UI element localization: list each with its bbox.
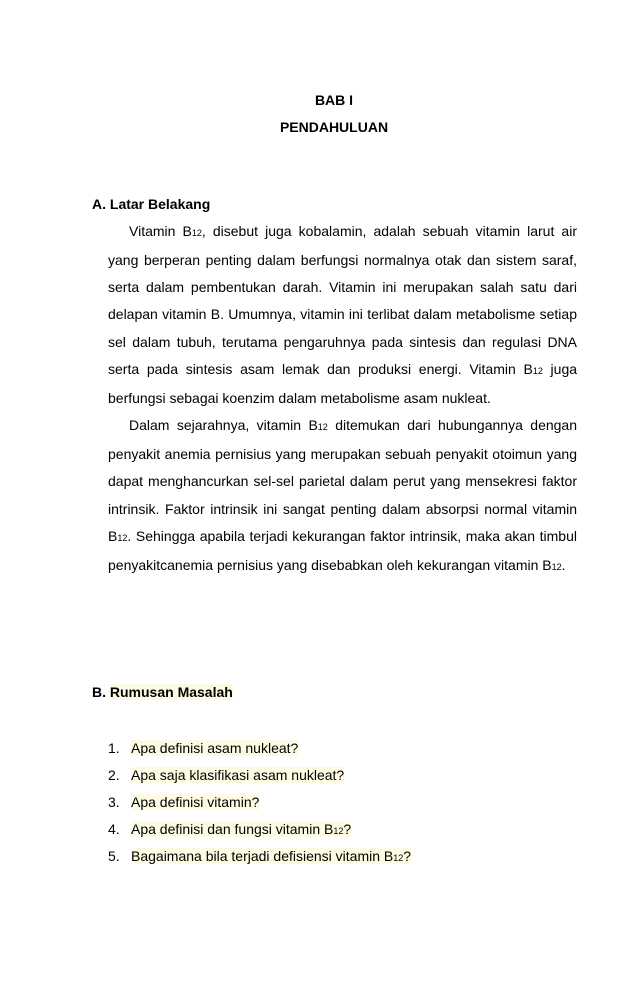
chapter-title: PENDAHULUAN [279,119,389,135]
list-item: 5. Bagaimana bila terjadi defisiensi vitamin B12? [108,848,412,864]
section-a-body [108,218,577,581]
paragraph-1: Vitamin B12, disebut juga kobalamin, adalah sebuah vitamin larut air yang berperan penting dalam berfungsi normalnya otak dan sistem saraf, serta dalam pembentukan darah. Vitamin ini merupakan salah satu dari delapan vitamin B. Umumnya, vitamin ini terlibat dalam metabolisme setiap sel dalam tubuh, terutama pengaruhnya pada sintesis dan regulasi DNA serta pada sintesis asam lemak dan produksi energi. Vitamin B12 juga berfungsi sebagai koenzim dalam metabolisme asam nukleat. [108,223,578,406]
list-item: 1. Apa definisi asam nukleat? [108,740,299,756]
list-item: 4. Apa definisi dan fungsi vitamin B12? [108,821,352,837]
paragraph-2: Dalam sejarahnya, vitamin B12 ditemukan dari hubungannya dengan penyakit anemia pernisius yang merupakan sebuah penyakit otoimun yang dapat menghancurkan sel-sel parietal dalam perut yang mensekresi faktor intrinsik. Faktor intrinsik ini sangat penting dalam absorpsi normal vitamin B12. Sehingga apabila terjadi kekurangan faktor intrinsik, maka akan timbul penyakitcanemia pernisius yang disebabkan oleh kekurangan vitamin B12. [108,417,577,573]
list-item: 2. Apa saja klasifikasi asam nukleat? [108,767,345,783]
chapter-label: BAB I [314,92,354,108]
question-list [108,735,411,870]
list-item: 3. Apa definisi vitamin? [108,794,260,810]
section-b-heading: B. Rumusan Masalah [92,684,233,700]
section-a-heading: A. Latar Belakang [92,196,211,212]
